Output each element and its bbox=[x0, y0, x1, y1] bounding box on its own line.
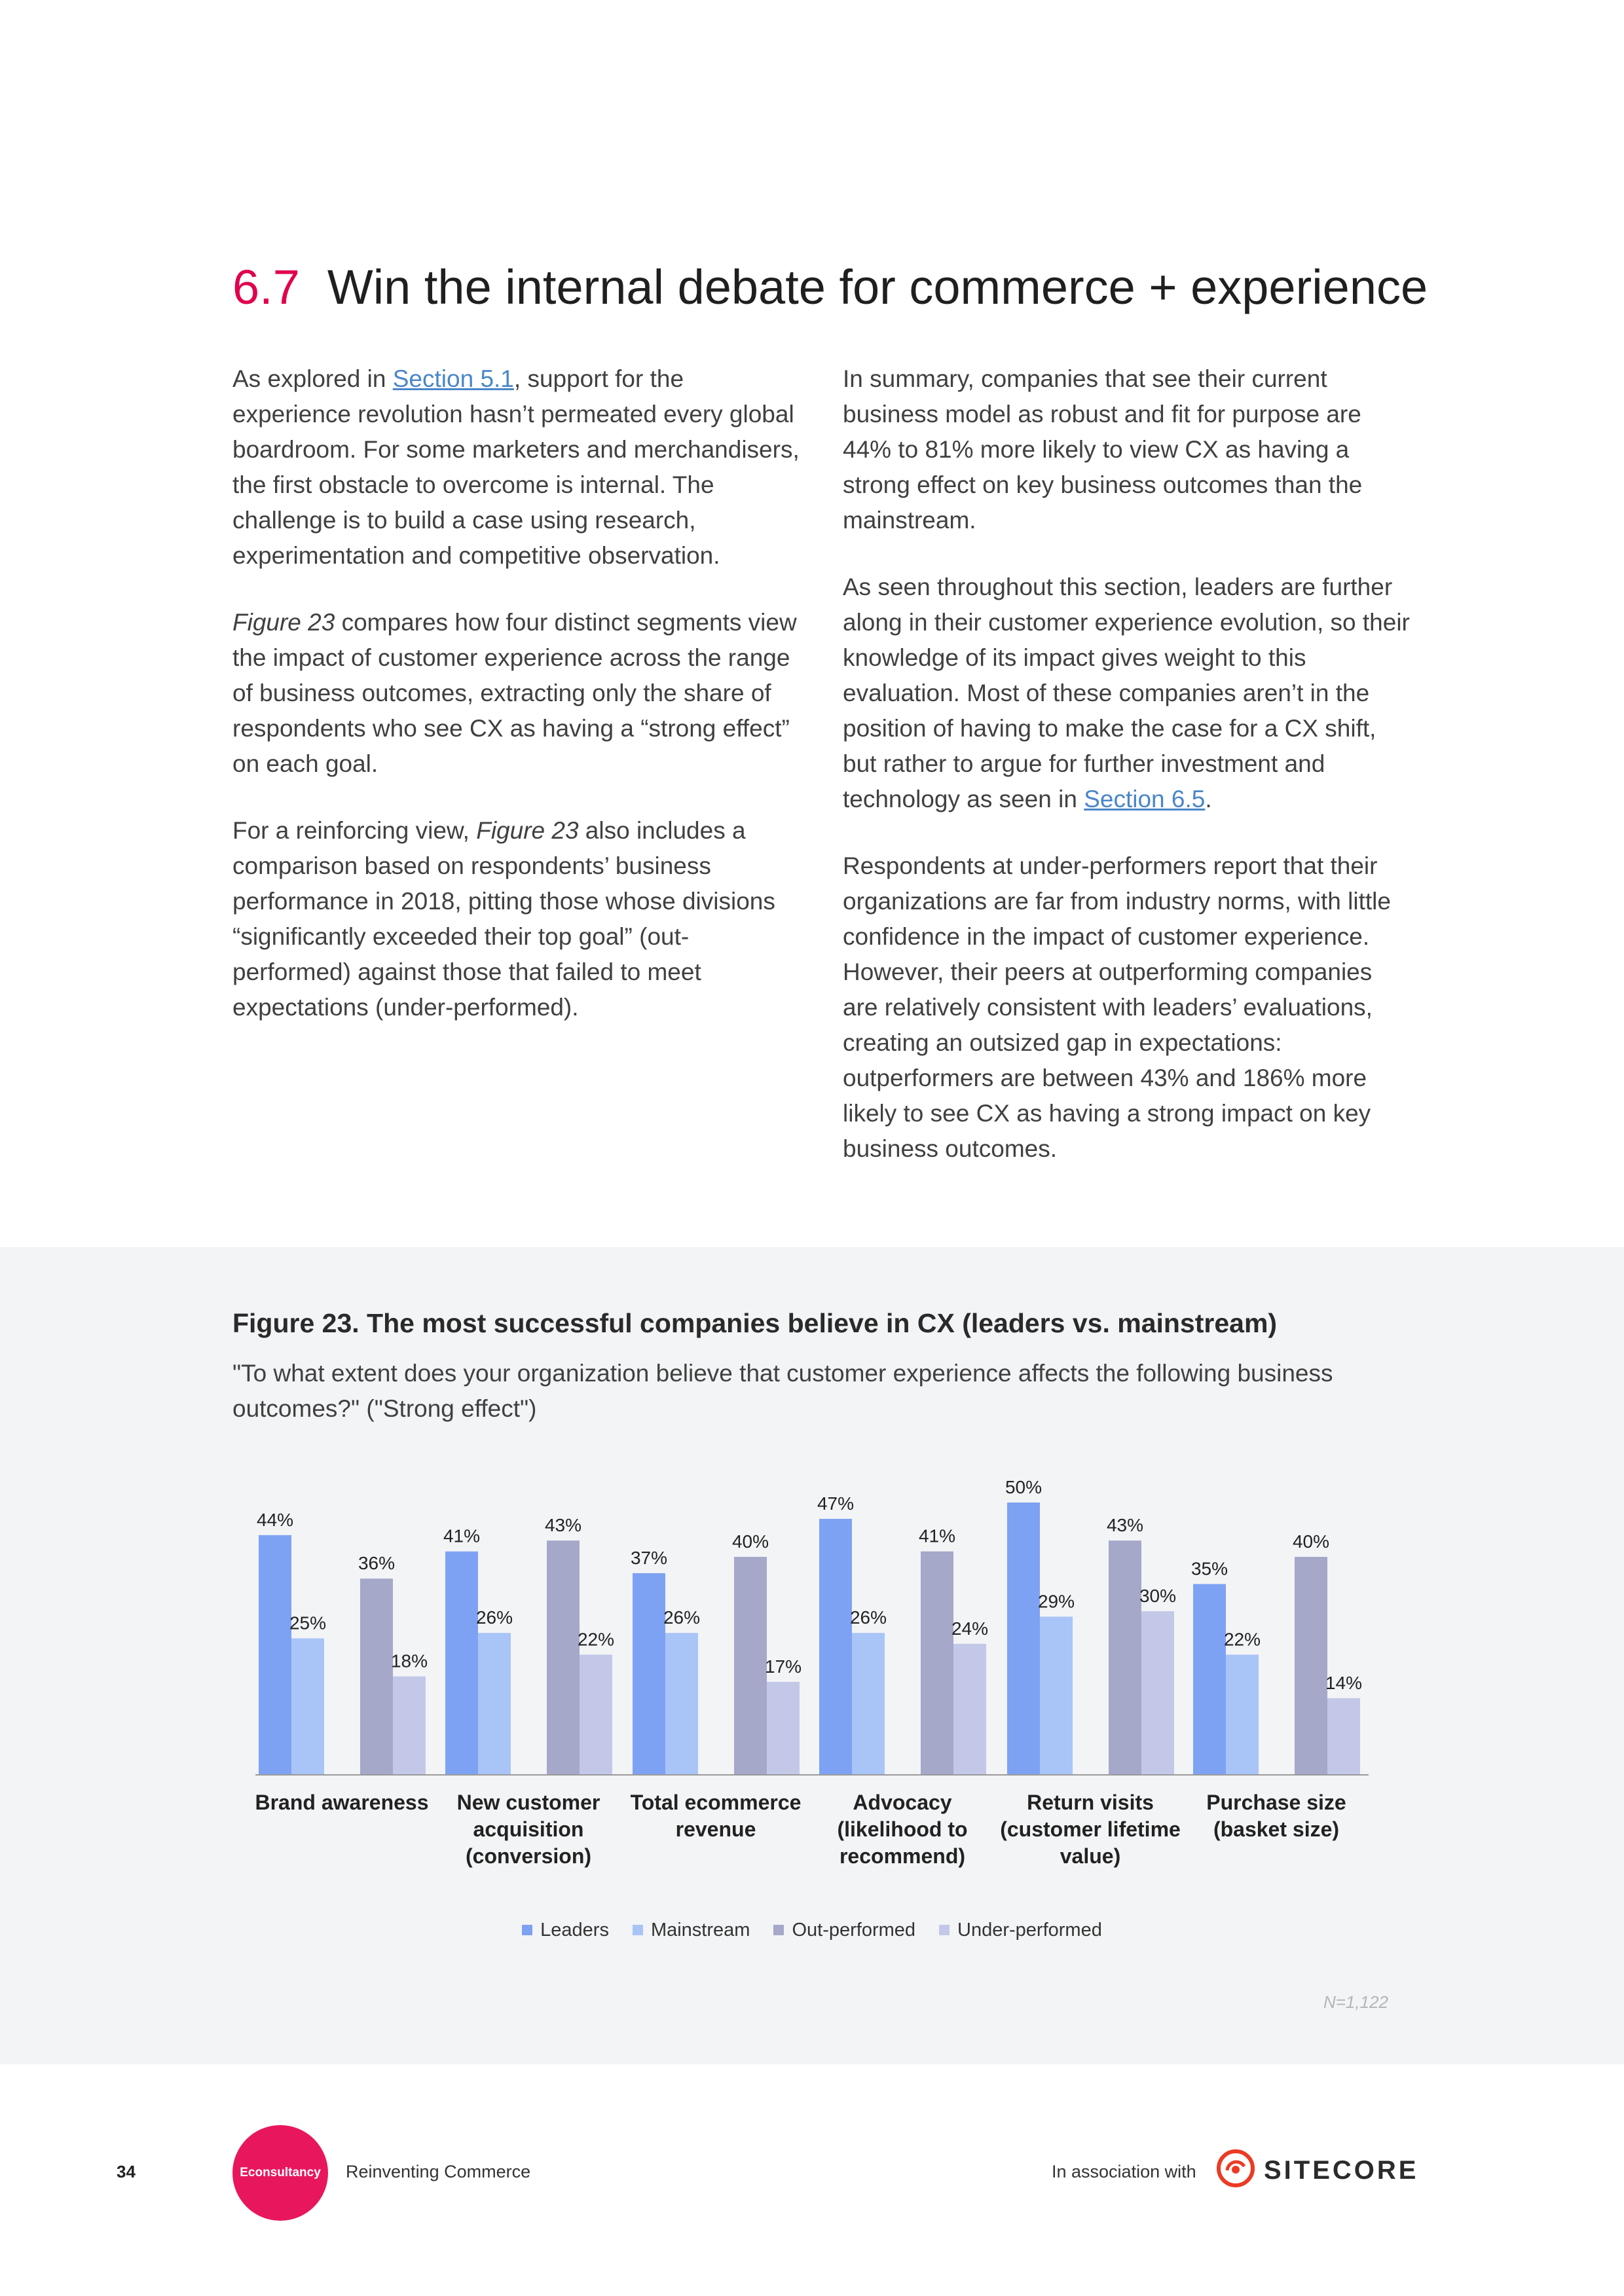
bar-leaders-4 bbox=[819, 1519, 852, 1774]
bar-leaders-6 bbox=[1193, 1584, 1226, 1775]
data-label: 41% bbox=[918, 1525, 956, 1546]
legend-label: Leaders bbox=[540, 1920, 609, 1941]
bar-out-performed-1 bbox=[360, 1578, 393, 1774]
bar-under-performed-2 bbox=[580, 1654, 612, 1774]
data-label: 40% bbox=[1292, 1531, 1330, 1552]
legend-item bbox=[939, 1917, 1102, 1943]
section-heading bbox=[232, 259, 1428, 317]
figure-reference: Figure 23 bbox=[232, 609, 335, 636]
category-label bbox=[992, 1789, 1189, 1870]
data-label: 35% bbox=[1190, 1558, 1228, 1579]
data-label: 29% bbox=[1037, 1591, 1075, 1612]
bar-mainstream-3 bbox=[665, 1633, 698, 1774]
chart-legend bbox=[0, 1917, 1624, 1943]
bar-under-performed-5 bbox=[1141, 1611, 1174, 1774]
legend-swatch bbox=[939, 1925, 950, 1935]
bar-under-performed-1 bbox=[393, 1677, 426, 1774]
figure-title: Figure 23. The most successful companies believe in CX (leaders vs. mainstream) bbox=[232, 1308, 1278, 1338]
bar-mainstream-5 bbox=[1040, 1616, 1073, 1774]
data-label: 43% bbox=[544, 1515, 582, 1536]
bar-out-performed-3 bbox=[734, 1557, 767, 1774]
data-label: 17% bbox=[764, 1656, 802, 1677]
bar-out-performed-6 bbox=[1295, 1557, 1327, 1774]
category-label-line: value) bbox=[1060, 1844, 1121, 1868]
category-label-line: recommend) bbox=[839, 1844, 966, 1868]
publication-title: Reinventing Commerce bbox=[346, 2162, 531, 2181]
text: compares how four distinct segments view the impact of customer experience across the range of business outcomes, extracting only the share of respondents who see CX as having a “strong effect” on each goal. bbox=[232, 609, 797, 777]
bar-under-performed-3 bbox=[767, 1682, 800, 1774]
category-label-line: revenue bbox=[675, 1817, 756, 1841]
sample-size-note: N=1,122 bbox=[1323, 1992, 1388, 2012]
bar-mainstream-1 bbox=[291, 1639, 324, 1775]
legend-swatch bbox=[522, 1925, 532, 1935]
category-label-line: New customer bbox=[456, 1791, 600, 1814]
bar-mainstream-4 bbox=[852, 1633, 885, 1774]
category-label-line: acquisition bbox=[473, 1817, 584, 1841]
data-label: 37% bbox=[630, 1547, 668, 1568]
paragraph: Respondents at under-performers report that their organizations are far from industry norms, with little confidence in the impact of customer experience. However, their peers at outperforming companies are relatively consistent with leaders’ evaluations, creating an outsized gap in expectations: outperformers are between 43% and 186% more likely to see CX as having a strong impact on key business outcomes. bbox=[843, 852, 1391, 1162]
association-text: In association with bbox=[1052, 2162, 1196, 2181]
sitecore-wordmark: SITECORE bbox=[1264, 2156, 1419, 2185]
section-5-1-link[interactable]: Section 5.1 bbox=[392, 365, 514, 392]
paragraph: In summary, companies that see their current business model as robust and fit for purpose are 44% to 81% more likely to view CX as having a strong effect on key business outcomes than the mainstream. bbox=[843, 365, 1363, 534]
text: For a reinforcing view, bbox=[232, 817, 477, 844]
data-label: 24% bbox=[951, 1618, 989, 1639]
bar-leaders-1 bbox=[259, 1535, 291, 1774]
category-label-line: Return visits bbox=[1027, 1791, 1154, 1814]
bar-leaders-5 bbox=[1007, 1503, 1040, 1774]
text: , support for the experience revolution hasn’t permeated every global boardroom. For some marketers and merchandisers, the first obstacle to overcome is internal. The challenge is to build a case using research, experimentation and competitive observation. bbox=[232, 365, 800, 569]
legend-label: Under-performed bbox=[957, 1920, 1102, 1941]
data-label: 40% bbox=[731, 1531, 769, 1552]
section-title: Win the internal debate for commerce + experience bbox=[327, 260, 1428, 314]
legend-item bbox=[522, 1917, 609, 1943]
data-label: 22% bbox=[577, 1629, 615, 1650]
bar-mainstream-6 bbox=[1226, 1654, 1259, 1774]
category-label bbox=[430, 1789, 627, 1870]
data-label: 44% bbox=[256, 1509, 294, 1530]
bar-under-performed-4 bbox=[953, 1644, 986, 1774]
data-label: 50% bbox=[1005, 1477, 1043, 1497]
bar-out-performed-2 bbox=[547, 1540, 580, 1774]
right-column bbox=[843, 361, 1412, 1198]
text: As seen throughout this section, leaders are further along in their customer experience evolution, so their knowledge of its impact gives weight to this evaluation. Most of these companies aren’t in the position of having to make the case for a CX shift, but rather to argue for further investment and technology as seen in bbox=[843, 574, 1410, 812]
sitecore-logo-icon bbox=[1217, 2149, 1255, 2187]
category-label-line: (customer lifetime bbox=[1000, 1817, 1181, 1841]
legend-swatch bbox=[633, 1925, 643, 1935]
bar-leaders-2 bbox=[445, 1552, 478, 1774]
data-label: 41% bbox=[443, 1525, 481, 1546]
econsultancy-logo-text: Econsultancy bbox=[240, 2166, 321, 2179]
legend-item bbox=[773, 1917, 915, 1943]
page-number: 34 bbox=[117, 2162, 136, 2181]
category-label bbox=[244, 1789, 440, 1816]
category-label-line: (conversion) bbox=[465, 1844, 592, 1868]
data-label: 26% bbox=[663, 1607, 701, 1628]
bar-leaders-3 bbox=[633, 1573, 665, 1774]
category-label-line: (basket size) bbox=[1213, 1817, 1340, 1841]
econsultancy-logo bbox=[232, 2125, 328, 2221]
bar-chart bbox=[232, 1460, 1378, 1787]
left-column bbox=[232, 361, 802, 1057]
paragraph bbox=[232, 361, 802, 574]
paragraph bbox=[232, 813, 802, 1025]
figure-reference: Figure 23 bbox=[476, 817, 579, 844]
category-label-line: Advocacy bbox=[853, 1791, 952, 1814]
category-label bbox=[618, 1789, 814, 1843]
legend-label: Out-performed bbox=[792, 1920, 916, 1941]
category-label bbox=[1178, 1789, 1375, 1843]
section-6-5-link[interactable]: Section 6.5 bbox=[1084, 786, 1206, 812]
data-label: 47% bbox=[817, 1493, 855, 1514]
legend-swatch bbox=[773, 1925, 784, 1935]
category-label-line: Brand awareness bbox=[255, 1791, 429, 1814]
data-label: 25% bbox=[289, 1613, 327, 1633]
data-label: 26% bbox=[849, 1607, 887, 1628]
data-label: 22% bbox=[1223, 1629, 1261, 1650]
category-label-line: (likelihood to bbox=[837, 1817, 968, 1841]
figure-subtitle: "To what extent does your organization believe that customer experience affects the following business outcomes?" ("Strong effect") bbox=[232, 1360, 1333, 1422]
legend-item bbox=[633, 1917, 750, 1943]
bar-under-performed-6 bbox=[1327, 1698, 1360, 1774]
data-label: 43% bbox=[1106, 1515, 1144, 1536]
legend-label: Mainstream bbox=[650, 1920, 750, 1941]
bar-mainstream-2 bbox=[478, 1633, 511, 1774]
paragraph bbox=[232, 605, 802, 782]
bar-out-performed-5 bbox=[1109, 1540, 1141, 1774]
paragraph bbox=[843, 570, 1412, 817]
section-number: 6.7 bbox=[232, 260, 300, 314]
data-label: 18% bbox=[390, 1650, 428, 1671]
category-label-line: Purchase size bbox=[1206, 1791, 1346, 1814]
text: . bbox=[1205, 786, 1212, 812]
data-label: 26% bbox=[475, 1607, 513, 1628]
data-label: 30% bbox=[1139, 1586, 1177, 1606]
data-label: 36% bbox=[358, 1553, 396, 1574]
category-label bbox=[804, 1789, 1001, 1870]
data-label: 14% bbox=[1325, 1672, 1363, 1693]
category-label-line: Total ecommerce bbox=[630, 1791, 802, 1814]
text: also includes a comparison based on respondents’ business performance in 2018, pitting those whose divisions “significantly exceeded their top goal” (out-performed) against those that failed to meet expectations (under-performed). bbox=[232, 817, 775, 1021]
text: As explored in bbox=[232, 365, 393, 392]
bar-out-performed-4 bbox=[921, 1552, 953, 1774]
